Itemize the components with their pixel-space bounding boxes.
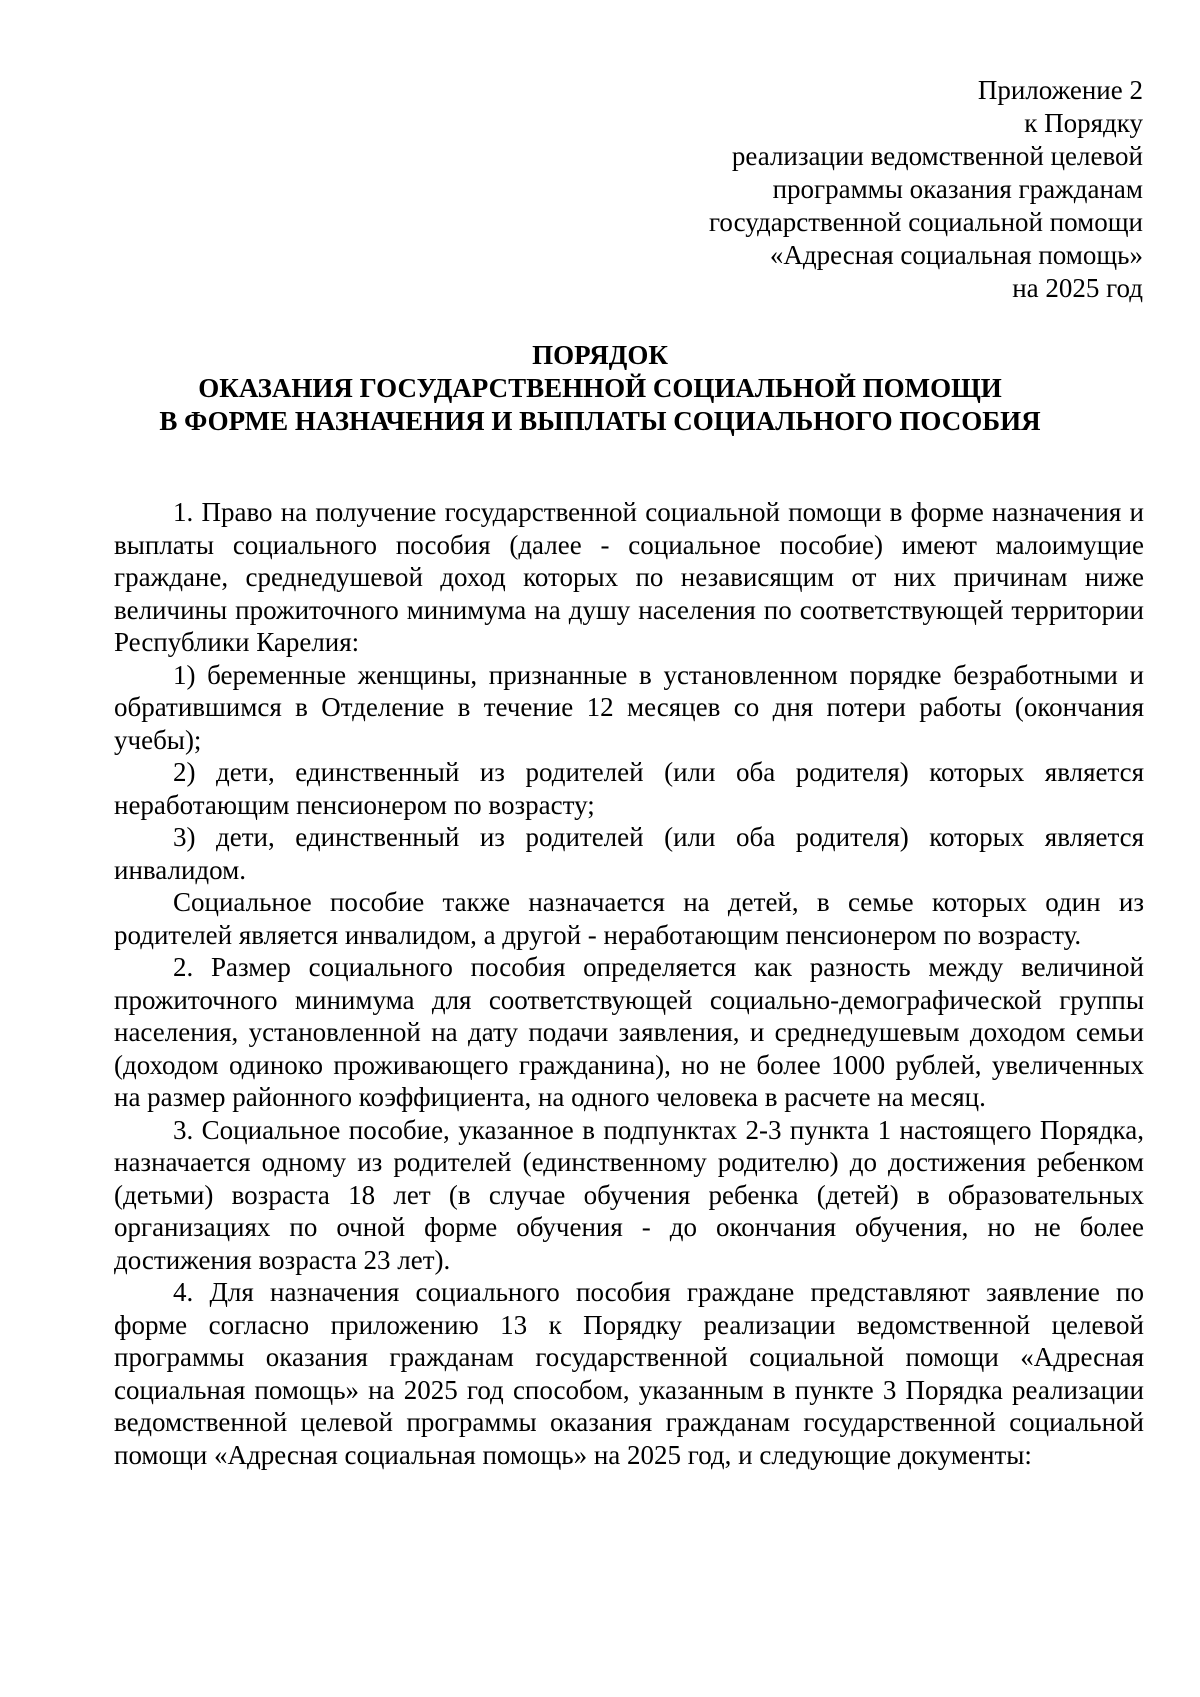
paragraph-subitem-1: 1) беременные женщины, признанные в установленном порядке безработными и обратившимся в Отделение в течение 12 месяцев со дня потери работы (окончания учебы); (114, 659, 1144, 755)
title-line: ОКАЗАНИЯ ГОСУДАРСТВЕННОЙ СОЦИАЛЬНОЙ ПОМОЩИ (198, 373, 1002, 403)
paragraph-item-4: 4. Для назначения социального пособия граждане представляют заявление по форме согласно приложению 13 к Порядку реализации ведомственной целевой программы оказания гражданам государственной социальной помощи «Адресная социальная помощь» на 2025 год способом, указанным в пункте 3 Порядка реализации ведомственной целевой программы оказания гражданам государственной социальной помощи «Адресная социальная помощь» на 2025 год, и следующие документы: (114, 1277, 1144, 1470)
title-line: В ФОРМЕ НАЗНАЧЕНИЯ И ВЫПЛАТЫ СОЦИАЛЬНОГО ПОСОБИЯ (159, 406, 1041, 436)
appendix-line: государственной социальной помощи (709, 207, 1143, 237)
paragraph-item-1: 1. Право на получение государственной социальной помощи в форме назначения и выплаты социального пособия (далее - социальное пособие) имеют малоимущие граждане, среднедушевой доход которых по независящим от них причинам ниже величины прожиточного минимума на душу населения по соответствующей территории Республики Карелия: (114, 497, 1144, 657)
appendix-line: реализации ведомственной целевой (731, 141, 1143, 171)
title-line: ПОРЯДОК (532, 340, 668, 370)
appendix-line: к Порядку (1024, 108, 1143, 138)
appendix-line: программы оказания гражданам (772, 174, 1143, 204)
paragraph-subitem-2: 2) дети, единственный из родителей (или оба родителя) которых является неработающим пенсионером по возрасту; (114, 757, 1144, 820)
paragraph-note: Социальное пособие также назначается на детей, в семье которых один из родителей является инвалидом, а другой - неработающим пенсионером по возрасту. (114, 887, 1144, 950)
paragraph-item-3: 3. Социальное пособие, указанное в подпунктах 2-3 пункта 1 настоящего Порядка, назначается одному из родителей (единственному родителю) до достижения ребенком (детьми) возраста 18 лет (в случае обучения ребенка (детей) в образовательных организациях по очной форме обучения - до окончания обучения, но не более достижения возраста 23 лет). (114, 1114, 1144, 1275)
appendix-line: на 2025 год (1012, 273, 1143, 303)
appendix-line: Приложение 2 (977, 75, 1143, 105)
paragraph-item-2: 2. Размер социального пособия определяется как разность между величиной прожиточного минимума для соответствующей социально-демографической группы населения, установленной на дату подачи заявления, и среднедушевым доходом семьи (доходом одиноко проживающего гражданина), но не более 1000 рублей, увеличенных на размер районного коэффициента, на одного человека в расчете на месяц. (114, 952, 1144, 1112)
appendix-header (583, 74, 1143, 305)
appendix-line: «Адресная социальная помощь» (769, 240, 1143, 270)
paragraph-subitem-3: 3) дети, единственный из родителей (или оба родителя) которых является инвалидом. (114, 822, 1144, 885)
document-body (114, 496, 1144, 1471)
document-title (0, 339, 1200, 438)
